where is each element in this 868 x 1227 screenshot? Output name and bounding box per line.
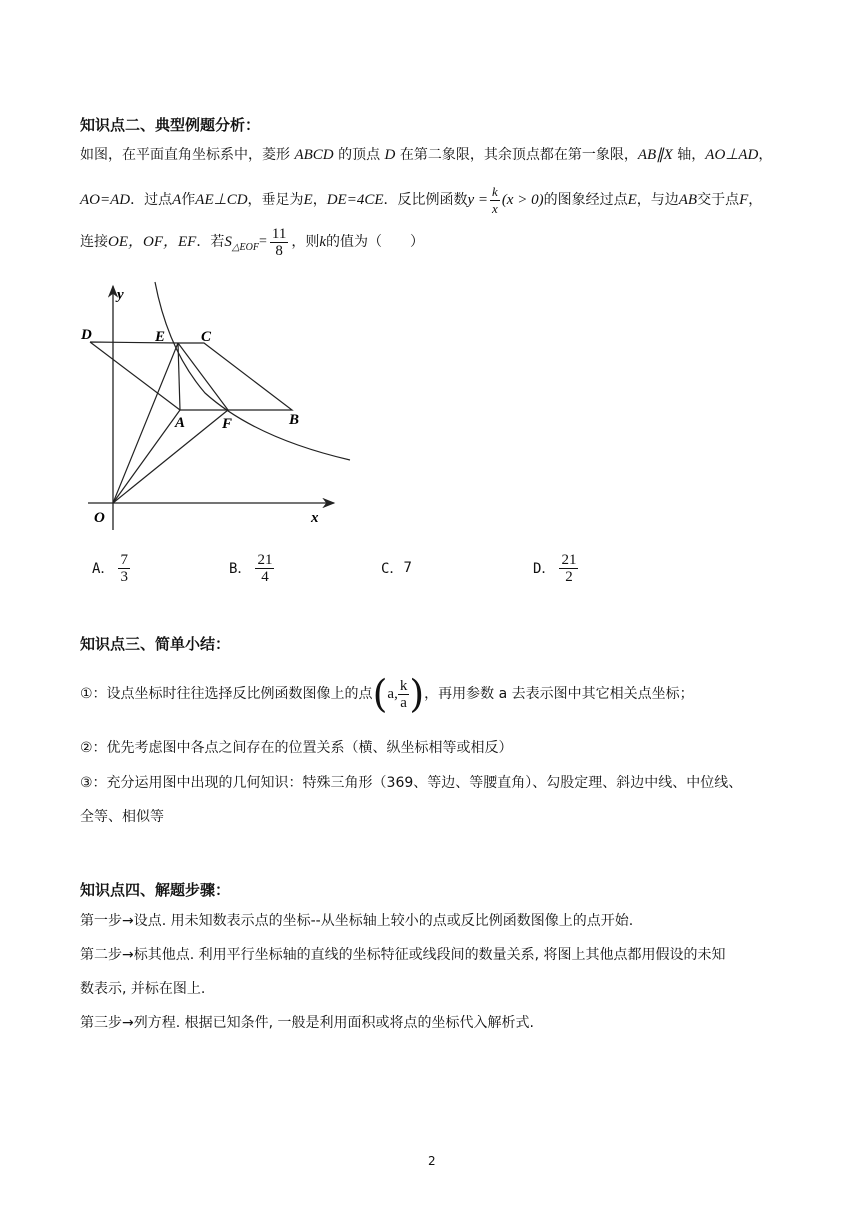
label-f: F (222, 416, 233, 432)
label-x: x (311, 510, 319, 526)
math: AB (678, 192, 698, 208)
text: ， (312, 192, 327, 208)
math: E (303, 192, 313, 208)
option-b[interactable] (229, 546, 274, 590)
math: D (384, 147, 396, 163)
right-paren: ) (409, 672, 425, 716)
math: AO⊥AD (705, 147, 759, 163)
text: 连接 (80, 234, 108, 250)
fraction-denominator: 3 (120, 568, 128, 585)
option-fraction (118, 552, 130, 585)
option-label: A． (92, 561, 115, 577)
hyperbola-curve (155, 282, 350, 460)
label-y: y (117, 287, 124, 303)
summary-item-2: ②：优先考虑图中各点之间存在的位置关系（横、纵坐标相等或相反） (80, 740, 513, 756)
label-e: E (155, 329, 166, 345)
fraction-denominator: a (400, 694, 407, 711)
math: A (172, 192, 182, 208)
math: OE，OF，EF (108, 234, 197, 250)
math: F (739, 192, 749, 208)
hidden-guide (113, 410, 292, 503)
text: 的顶点 (333, 147, 385, 163)
label-d: D (81, 327, 92, 343)
text: ①：设点坐标时往往选择反比例函数图像上的点 (80, 686, 373, 702)
summary-item-1 (80, 672, 694, 716)
fraction-numerator: k (399, 677, 408, 694)
text: ．反比例函数 (383, 192, 468, 208)
label-b: B (289, 412, 300, 428)
text: ．过点 (130, 192, 173, 208)
area-subscript: △EOF (231, 242, 259, 253)
option-fraction (255, 552, 274, 585)
option-a[interactable] (92, 546, 130, 590)
label-a: A (175, 415, 186, 431)
section3-heading: 知识点三、简单小结： (80, 635, 231, 653)
math: AB∥X (637, 147, 673, 163)
section2-heading: 知识点二、典型例题分析： (80, 116, 261, 134)
segment-ef (178, 343, 228, 410)
fraction-numerator: 11 (271, 225, 287, 242)
fraction-denominator: 4 (261, 568, 269, 585)
fraction-denominator: x (492, 200, 498, 216)
math: AE⊥CD (195, 192, 248, 208)
text: ，与边 (636, 192, 679, 208)
step-3: 第三步→列方程. 根据已知条件, 一般是利用面积或将点的坐标代入解析式. (80, 1015, 534, 1031)
text: ，垂足为 (247, 192, 304, 208)
area-symbol: S (224, 234, 232, 250)
math: E (627, 192, 637, 208)
text: ， (758, 147, 773, 163)
text: ， (748, 192, 763, 208)
step-2-line-1: 第二步→标其他点. 利用平行坐标轴的直线的坐标特征或线段间的数量关系, 将图上其他点都用假设的未知 (80, 947, 726, 963)
summary-item-3-line-1: ③：充分运用图中出现的几何知识：特殊三角形（369、等边、等腰直角）、勾股定理、斜边中线、中位线、 (80, 775, 743, 791)
rhombus-abcd (90, 342, 292, 410)
geometry-figure (78, 278, 368, 533)
text: ，再用参数 a 去表示图中其它相关点坐标； (424, 686, 694, 702)
summary-item-3-line-2: 全等、相似等 (80, 809, 164, 825)
text: 交于点 (697, 192, 740, 208)
option-value: 7 (403, 560, 412, 576)
fraction-numerator: 7 (120, 551, 128, 568)
fraction-numerator: 21 (257, 551, 273, 568)
math: (x > 0) (501, 192, 544, 208)
math: k (319, 234, 326, 250)
option-label: C． (381, 561, 404, 577)
text: 作 (181, 192, 196, 208)
problem-line-2 (80, 180, 762, 220)
text: 在第二象限，其余顶点都在第一象限， (395, 147, 638, 163)
math: ABCD (294, 147, 334, 163)
fraction-denominator: 2 (565, 568, 573, 585)
label-o: O (94, 510, 105, 526)
area-fraction (270, 226, 288, 259)
text: 轴， (672, 147, 706, 163)
math: = (258, 234, 267, 249)
step-1: 第一步→设点. 用未知数表示点的坐标--从坐标轴上较小的点或反比例函数图像上的点开始. (80, 913, 634, 929)
text: 的值为（ ） (326, 234, 424, 250)
problem-line-3 (80, 222, 424, 262)
option-fraction (559, 552, 578, 585)
page-number: 2 (428, 1154, 436, 1168)
left-paren: ( (372, 672, 388, 716)
text: ．若 (196, 234, 225, 250)
option-c[interactable] (381, 546, 412, 590)
math: a (387, 686, 395, 702)
math: AO=AD (80, 192, 131, 208)
text: 的图象经过点 (543, 192, 628, 208)
label-c: C (201, 329, 212, 345)
step-2-line-2: 数表示, 并标在图上. (80, 981, 206, 997)
fraction-numerator: 21 (561, 551, 577, 568)
option-d[interactable] (533, 546, 578, 590)
fraction-numerator: k (492, 183, 498, 199)
math: , (394, 686, 398, 702)
function-fraction (490, 184, 500, 217)
option-label: B． (229, 561, 252, 577)
text: 如图，在平面直角坐标系中，菱形 (80, 147, 295, 163)
problem-line-1 (80, 146, 772, 164)
point-fraction (398, 678, 410, 711)
option-label: D． (533, 561, 556, 577)
text: ，则 (291, 234, 320, 250)
fraction-denominator: 8 (275, 242, 283, 259)
section4-heading: 知识点四、解题步骤： (80, 881, 231, 899)
math: y = (467, 192, 489, 208)
math: DE=4CE (326, 192, 384, 208)
